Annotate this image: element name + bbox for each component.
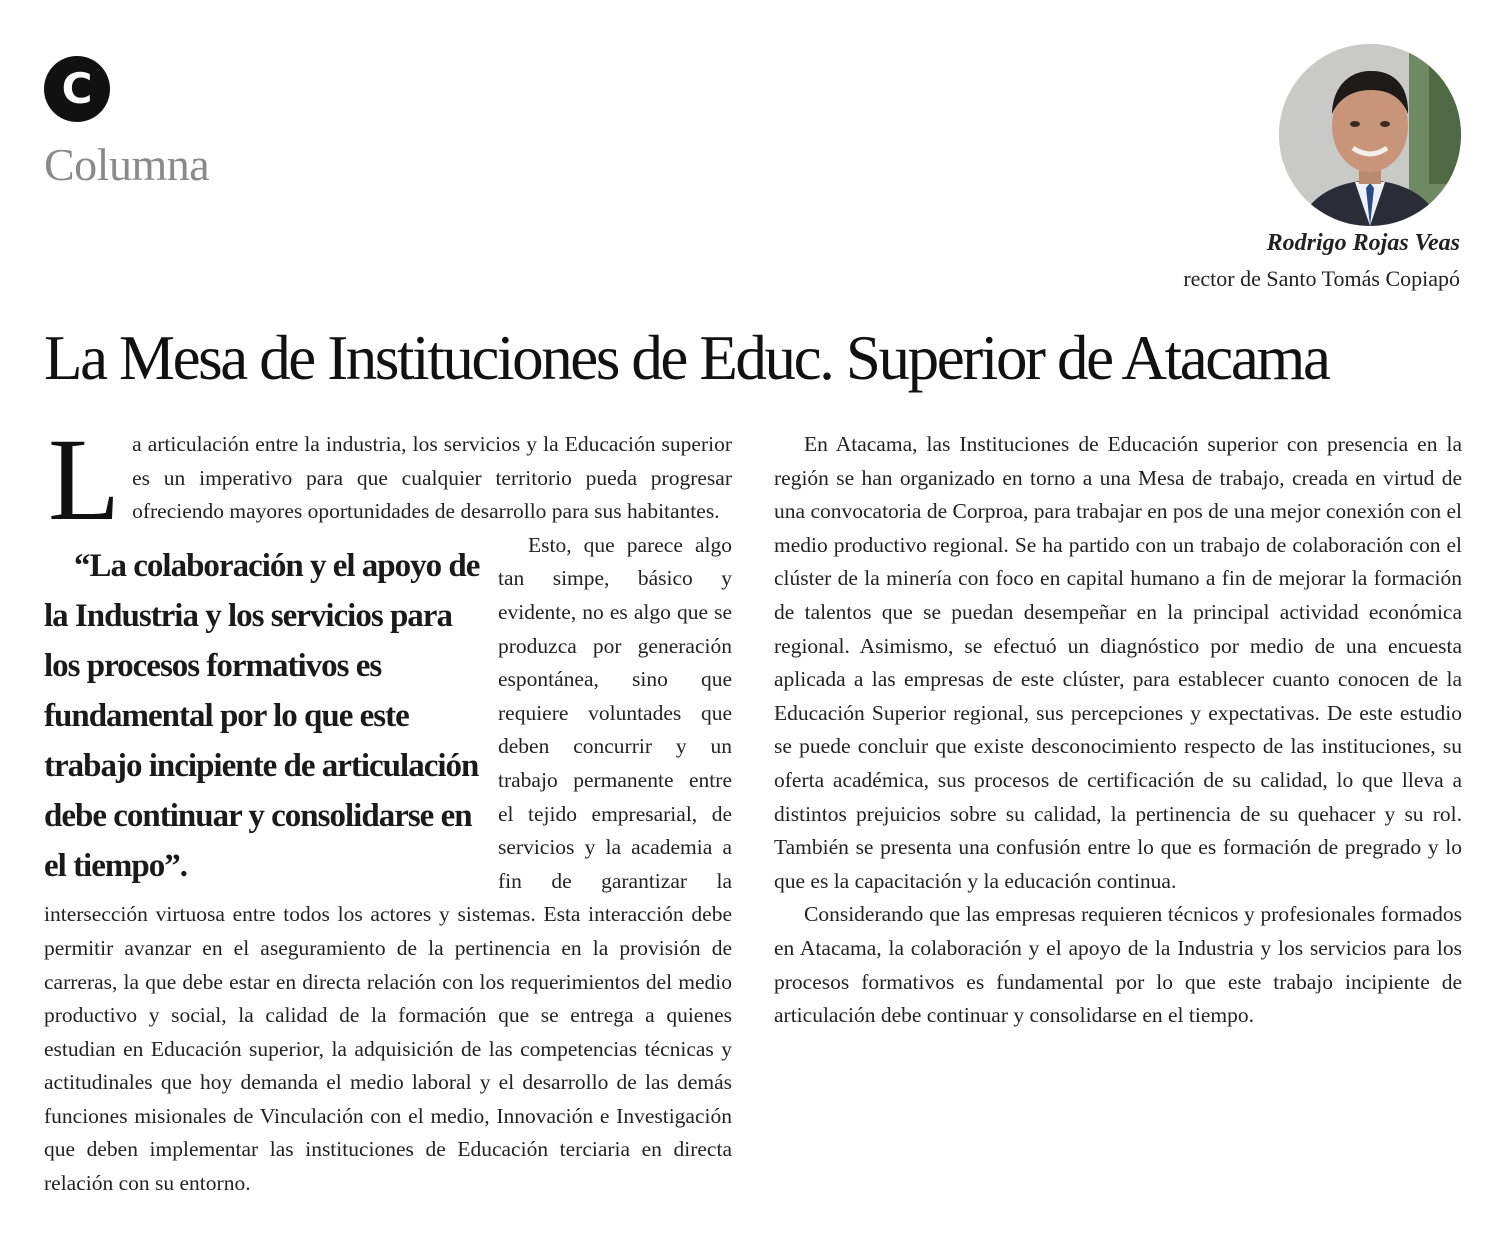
article-headline: La Mesa de Instituciones de Educ. Superior de Atacama (44, 323, 1329, 393)
section-badge: C (44, 56, 110, 122)
article-paragraph-4: Considerando que las empresas requieren técnicos y profesionales formados en Atacama, la colaboración y el apoyo de la Industria y los servicios para los procesos formativos es fundamental por lo que este trabajo incipiente de articulación debe continuar y consolidarse en el tiempo. (774, 902, 1462, 1028)
drop-cap: L (48, 414, 121, 545)
author-role: rector de Santo Tomás Copiapó (1183, 266, 1460, 291)
pull-quote-text: “La colaboración y el apoyo de la Industria y los servicios para los procesos formativos es fundamental por lo que este trabajo incipiente de articulación debe continuar y consolidarse en el tiempo”. (44, 547, 480, 884)
article-column-right (774, 428, 1462, 1033)
article-column-left (44, 414, 732, 1201)
article-paragraph-2 (44, 529, 732, 1201)
paragraph-2-text: Esto, que parece algo tan simpe, básico y evidente, no es algo que se produzca por generación espontánea, sino que requiere voluntades que deben concurrir y un trabajo permanente entre el tejido empresarial, de servicios y la academia a fin de garantizar la intersección virtuosa entre todos los actores y sistemas. Esta interacción debe permitir avanzar en el aseguramiento de la pertinencia en la provisión de carreras, la que debe estar en directa relación con los requerimientos del medio productivo y social, la calidad de la formación que se entrega a quienes estudian en Educación superior, la adquisición de las competencias técnicas y actitudinales que hoy demanda el medio laboral y el desarrollo de las demás funciones misionales de Vinculación con el medio, Innovación e Investigación que deben implementar las instituciones de Educación terciaria en directa relación con su entorno. (44, 532, 732, 1196)
portrait-illustration (1279, 44, 1461, 226)
paragraph-1-text: a articulación entre la industria, los servicios y la Educación superior es un imperativo para que cualquier territorio pueda progresar ofreciendo mayores oportunidades de desarrollo para sus habitantes. (132, 432, 732, 524)
article-paragraph-3: En Atacama, las Instituciones de Educación superior con presencia en la región se han organizado en torno a una Mesa de trabajo, creada en virtud de una convocatoria de Corproa, para trabajar en pos de una mejor conexión con el medio productivo regional. Se ha partido con un trabajo de colaboración con el clúster de la minería con foco en capital humano a fin de mejorar la formación de talentos que se puedan desempeñar en la principal actividad económica regional. Asimismo, se efectuó un diagnóstico por medio de una encuesta aplicada a las empresas de este clúster, para establecer cuanto conocen de la Educación Superior regional, sus percepciones y expectativas. De este estudio se puede concluir que existe desconocimiento respecto de las instituciones, su oferta académica, sus procesos de certificación de su calidad, lo que lleva a distintos prejuicios sobre su calidad, la pertinencia de su quehacer y su rol. También se presenta una confusión entre lo que es formación de pregrado y lo que es la capacitación y la educación continua. (774, 432, 1462, 893)
section-label: Columna (44, 139, 210, 190)
author-name: Rodrigo Rojas Veas (1266, 230, 1460, 256)
author-photo (1279, 44, 1461, 226)
article-paragraph-1 (44, 414, 732, 545)
pull-quote (44, 541, 484, 891)
